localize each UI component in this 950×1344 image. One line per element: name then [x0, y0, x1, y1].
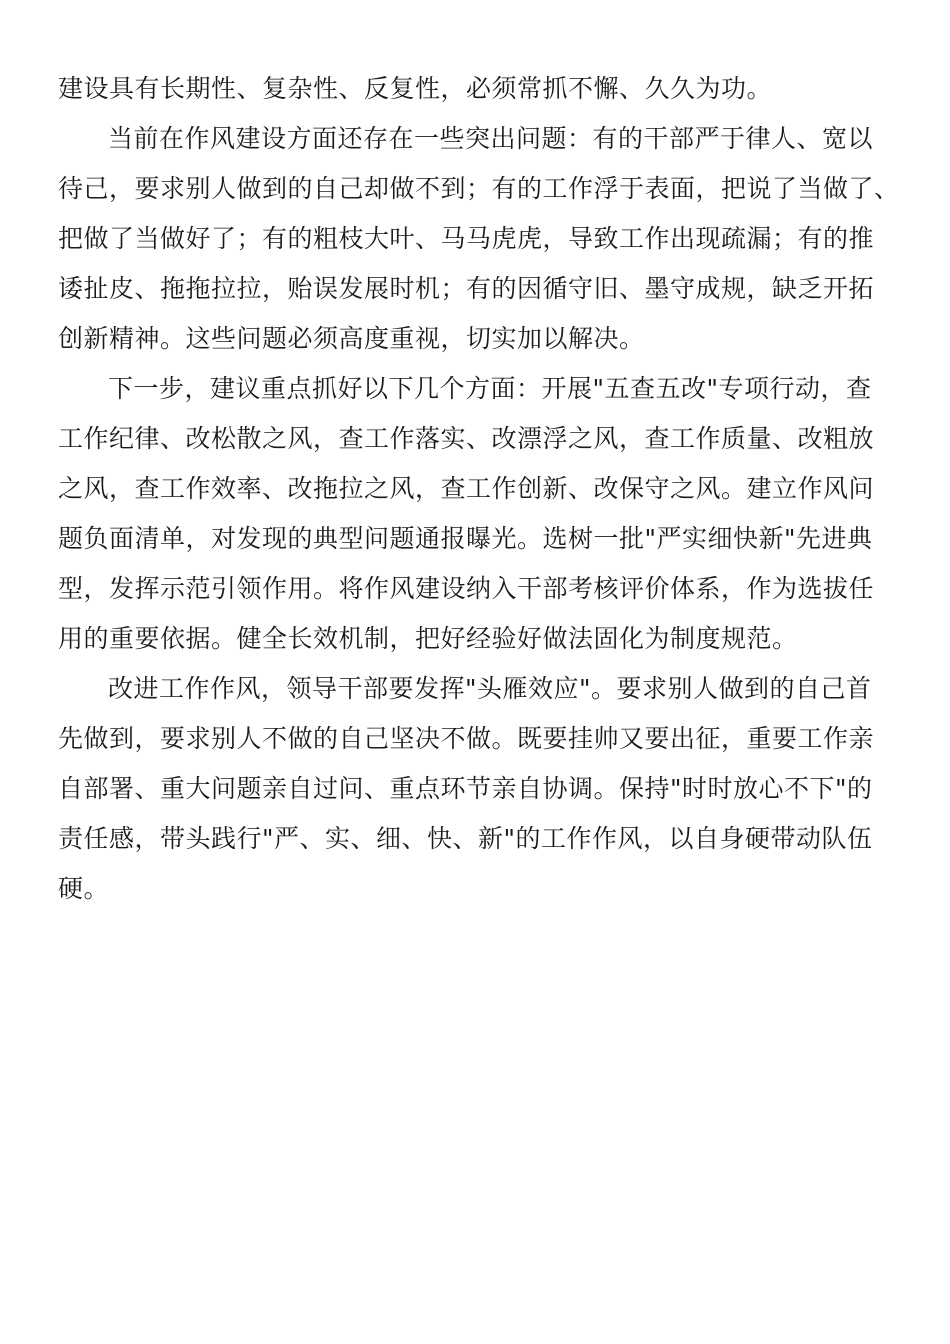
text-line: 待己，要求别人做到的自己却做不到；有的工作浮于表面，把说了当做了、 — [58, 174, 900, 203]
text-line: 下一步，建议重点抓好以下几个方面：开展"五查五改"专项行动，查 — [108, 374, 872, 403]
text-line: 当前在作风建设方面还存在一些突出问题：有的干部严于律人、宽以 — [108, 124, 874, 153]
paragraph-continuation — [58, 64, 878, 114]
text-line: 诿扯皮、拖拖拉拉，贻误发展时机；有的因循守旧、墨守成规，缺乏开拓 — [58, 274, 875, 303]
text-line: 责任感，带头践行"严、实、细、快、新"的工作作风，以自身硬带动队伍 — [58, 824, 873, 853]
document-body — [58, 64, 900, 914]
text-line: 创新精神。这些问题必须高度重视，切实加以解决。 — [58, 324, 645, 353]
text-line: 型，发挥示范引领作用。将作风建设纳入干部考核评价体系，作为选拔任 — [58, 574, 875, 603]
text-line: 题负面清单，对发现的典型问题通报曝光。选树一批"严实细快新"先进典 — [58, 524, 873, 553]
paragraph-next-steps — [58, 364, 878, 664]
paragraph-problems — [58, 114, 900, 364]
text-line: 先做到，要求别人不做的自己坚决不做。既要挂帅又要出征，重要工作亲 — [58, 724, 875, 753]
text-line: 把做了当做好了；有的粗枝大叶、马马虎虎，导致工作出现疏漏；有的推 — [58, 224, 875, 253]
text-line: 自部署、重大问题亲自过问、重点环节亲自协调。保持"时时放心不下"的 — [58, 774, 873, 803]
text-line: 工作纪律、改松散之风，查工作落实、改漂浮之风，查工作质量、改粗放 — [58, 424, 875, 453]
paragraph-leadership — [58, 664, 878, 914]
text-line: 用的重要依据。健全长效机制，把好经验好做法固化为制度规范。 — [58, 624, 798, 653]
text-line: 之风，查工作效率、改拖拉之风，查工作创新、改保守之风。建立作风问 — [58, 474, 875, 503]
text-line: 建设具有长期性、复杂性、反复性，必须常抓不懈、久久为功。 — [58, 74, 773, 103]
text-line: 改进工作作风，领导干部要发挥"头雁效应"。要求别人做到的自己首 — [108, 674, 872, 703]
text-line: 硬。 — [58, 874, 110, 903]
